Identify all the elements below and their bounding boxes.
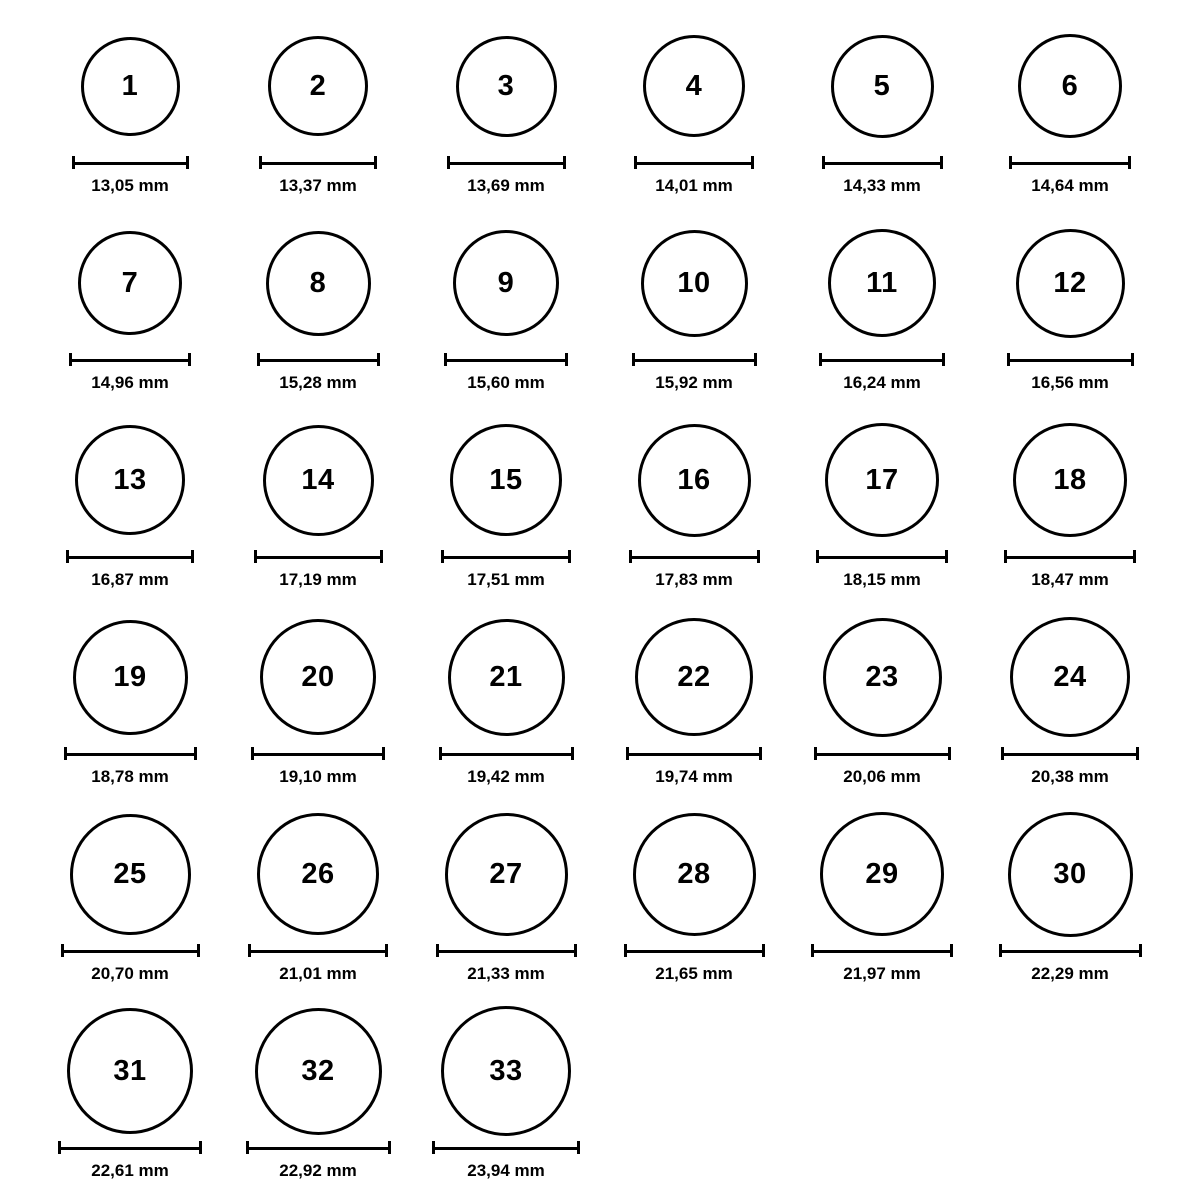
ring-circle-wrap [412,219,600,347]
measure-line [439,753,574,756]
ring-size-item [600,609,788,806]
measure-cap-left [444,353,447,366]
diameter-label: 14,33 mm [843,176,921,195]
measure-cap-right [194,747,197,760]
measure-cap-left [816,550,819,563]
diameter-label: 13,69 mm [467,176,545,195]
diameter-measure-bar [248,944,388,957]
measure-cap-left [629,550,632,563]
ring-size-number: 20 [301,660,335,693]
measure-cap-left [259,156,262,169]
diameter-label: 19,42 mm [467,767,545,786]
diameter-label: 22,92 mm [279,1161,357,1180]
measure-cap-right [385,944,388,957]
ring-size-item [224,412,412,609]
diameter-label: 14,01 mm [655,176,733,195]
diameter-measure-bar [1004,550,1136,563]
ring-circle-wrap [788,613,976,741]
diameter-measure-bar [999,944,1142,957]
measure-cap-right [382,747,385,760]
measure-cap-left [1001,747,1004,760]
diameter-measure-bar [69,353,191,366]
diameter-label: 17,19 mm [279,570,357,589]
diameter-measure-bar [634,156,754,169]
diameter-measure-bar [1009,156,1131,169]
diameter-measure-bar [822,156,943,169]
measure-cap-right [577,1141,580,1154]
measure-line [69,359,191,362]
measure-cap-left [811,944,814,957]
ring-circle-icon [263,425,374,536]
ring-circle-icon [643,35,745,137]
diameter-label: 16,87 mm [91,570,169,589]
ring-circle-icon [456,36,557,137]
diameter-measure-bar [816,550,948,563]
measure-cap-right [374,156,377,169]
ring-circle-wrap [788,22,976,150]
diameter-label: 23,94 mm [467,1161,545,1180]
measure-cap-left [441,550,444,563]
ring-size-item [412,412,600,609]
measure-line [629,556,760,559]
diameter-measure-bar [64,747,197,760]
measure-line [822,162,943,165]
measure-cap-right [1133,550,1136,563]
measure-cap-left [69,353,72,366]
ring-circle-wrap [224,219,412,347]
measure-cap-right [950,944,953,957]
ring-circle-wrap [600,613,788,741]
diameter-label: 21,97 mm [843,964,921,983]
measure-line [248,950,388,953]
diameter-label: 15,92 mm [655,373,733,392]
measure-cap-left [66,550,69,563]
ring-size-item [36,1003,224,1200]
diameter-measure-bar [632,353,757,366]
ring-circle-icon [1016,229,1125,338]
ring-circle-icon [266,231,371,336]
measure-line [626,753,762,756]
ring-size-item [976,215,1164,412]
measure-line [72,162,189,165]
diameter-label: 13,37 mm [279,176,357,195]
ring-circle-wrap [976,416,1164,544]
diameter-measure-bar [254,550,383,563]
ring-circle-wrap [224,810,412,938]
diameter-measure-bar [441,550,571,563]
ring-circle-icon [828,229,936,337]
measure-cap-right [942,353,945,366]
measure-cap-left [1007,353,1010,366]
measure-line [1004,556,1136,559]
ring-size-number: 18 [1053,463,1087,496]
ring-size-number: 14 [301,463,335,496]
diameter-label: 16,56 mm [1031,373,1109,392]
diameter-label: 13,05 mm [91,176,169,195]
measure-cap-left [999,944,1002,957]
ring-size-item [36,806,224,1003]
ring-size-item [36,412,224,609]
measure-cap-right [762,944,765,957]
measure-cap-right [186,156,189,169]
ring-size-number: 31 [113,1054,147,1087]
ring-circle-wrap [976,613,1164,741]
measure-line [819,359,945,362]
ring-circle-icon [820,812,944,936]
diameter-label: 18,47 mm [1031,570,1109,589]
measure-cap-right [948,747,951,760]
diameter-label: 22,61 mm [91,1161,169,1180]
ring-size-number: 11 [866,266,898,299]
ring-size-item [412,609,600,806]
measure-cap-right [1128,156,1131,169]
measure-cap-right [574,944,577,957]
ring-size-number: 7 [121,266,139,299]
ring-size-item [976,18,1164,215]
diameter-label: 22,29 mm [1031,964,1109,983]
diameter-measure-bar [58,1141,202,1154]
measure-cap-right [191,550,194,563]
measure-cap-left [447,156,450,169]
ring-circle-icon [257,813,379,935]
measure-line [251,753,385,756]
ring-size-number: 15 [489,463,523,496]
ring-circle-wrap [412,810,600,938]
measure-cap-left [432,1141,435,1154]
ring-size-number: 22 [677,660,711,693]
measure-cap-right [565,353,568,366]
measure-cap-left [436,944,439,957]
measure-cap-left [1004,550,1007,563]
measure-cap-right [754,353,757,366]
ring-circle-icon [260,619,376,735]
measure-line [61,950,200,953]
measure-cap-left [814,747,817,760]
measure-cap-left [248,944,251,957]
ring-size-number: 2 [309,69,327,102]
diameter-label: 21,33 mm [467,964,545,983]
measure-line [1001,753,1139,756]
ring-circle-wrap [412,416,600,544]
ring-size-item [600,806,788,1003]
ring-circle-wrap [36,416,224,544]
diameter-label: 15,28 mm [279,373,357,392]
diameter-label: 15,60 mm [467,373,545,392]
ring-circle-icon [78,231,182,335]
diameter-label: 19,74 mm [655,767,733,786]
measure-cap-left [64,747,67,760]
diameter-label: 20,06 mm [843,767,921,786]
measure-cap-right [1139,944,1142,957]
measure-cap-right [759,747,762,760]
measure-cap-right [1136,747,1139,760]
ring-size-number: 16 [677,463,711,496]
measure-cap-left [251,747,254,760]
ring-size-item [412,1003,600,1200]
ring-size-number: 21 [489,660,523,693]
ring-size-item [788,609,976,806]
ring-circle-wrap [412,613,600,741]
ring-circle-wrap [36,1007,224,1135]
diameter-label: 17,51 mm [467,570,545,589]
measure-cap-left [1009,156,1012,169]
ring-circle-wrap [224,416,412,544]
ring-size-item [224,18,412,215]
ring-circle-wrap [976,22,1164,150]
ring-circle-icon [441,1006,571,1136]
ring-size-item [976,609,1164,806]
ring-size-item [224,215,412,412]
measure-cap-left [634,156,637,169]
ring-circle-icon [81,37,180,136]
ring-size-number: 26 [301,857,335,890]
diameter-label: 21,01 mm [279,964,357,983]
ring-circle-icon [1013,423,1127,537]
measure-cap-left [72,156,75,169]
ring-size-item [412,215,600,412]
ring-circle-wrap [224,22,412,150]
ring-circle-icon [638,424,751,537]
ring-size-item [412,18,600,215]
ring-circle-wrap [412,22,600,150]
diameter-measure-bar [61,944,200,957]
diameter-label: 19,10 mm [279,767,357,786]
diameter-measure-bar [447,156,566,169]
ring-size-number: 32 [301,1054,335,1087]
ring-size-number: 27 [489,857,523,890]
ring-size-number: 19 [113,660,147,693]
ring-size-item [600,215,788,412]
measure-cap-right [1131,353,1134,366]
diameter-label: 20,38 mm [1031,767,1109,786]
ring-size-number: 8 [309,266,327,299]
ring-circle-wrap [976,219,1164,347]
measure-line [1007,359,1134,362]
ring-size-item [976,412,1164,609]
measure-line [441,556,571,559]
diameter-measure-bar [259,156,377,169]
ring-circle-icon [635,618,753,736]
ring-size-number: 3 [497,69,515,102]
ring-size-number: 28 [677,857,711,890]
measure-cap-right [188,353,191,366]
measure-line [634,162,754,165]
ring-circle-wrap [224,1007,412,1135]
ring-circle-wrap [36,810,224,938]
ring-size-number: 10 [677,266,711,299]
ring-size-item [224,1003,412,1200]
measure-cap-left [624,944,627,957]
diameter-label: 21,65 mm [655,964,733,983]
ring-size-number: 24 [1053,660,1087,693]
diameter-measure-bar [1007,353,1134,366]
measure-cap-left [58,1141,61,1154]
diameter-measure-bar [439,747,574,760]
ring-size-number: 6 [1061,69,1079,102]
measure-cap-right [751,156,754,169]
ring-size-number: 13 [113,463,147,496]
measure-line [1009,162,1131,165]
ring-size-item [788,412,976,609]
diameter-measure-bar [629,550,760,563]
measure-line [632,359,757,362]
measure-cap-left [819,353,822,366]
measure-cap-left [246,1141,249,1154]
measure-line [811,950,953,953]
measure-cap-right [377,353,380,366]
measure-line [58,1147,202,1150]
ring-circle-icon [448,619,565,736]
ring-size-number: 9 [497,266,515,299]
measure-cap-right [945,550,948,563]
diameter-measure-bar [432,1141,580,1154]
measure-cap-left [626,747,629,760]
ring-size-number: 4 [685,69,703,102]
ring-size-item [788,215,976,412]
ring-size-number: 23 [865,660,899,693]
measure-line [444,359,568,362]
ring-circle-wrap [224,613,412,741]
ring-circle-icon [1010,617,1130,737]
ring-circle-icon [445,813,568,936]
measure-line [624,950,765,953]
diameter-measure-bar [72,156,189,169]
ring-circle-icon [67,1008,193,1134]
measure-cap-right [197,944,200,957]
measure-line [246,1147,391,1150]
measure-line [999,950,1142,953]
measure-cap-right [571,747,574,760]
measure-cap-left [822,156,825,169]
ring-size-item [224,609,412,806]
diameter-measure-bar [624,944,765,957]
ring-size-number: 25 [113,857,147,890]
diameter-measure-bar [246,1141,391,1154]
measure-cap-right [388,1141,391,1154]
ring-circle-icon [1008,812,1133,937]
diameter-measure-bar [814,747,951,760]
ring-circle-wrap [788,219,976,347]
ring-circle-icon [73,620,188,735]
ring-circle-icon [75,425,185,535]
ring-circle-wrap [788,416,976,544]
diameter-label: 17,83 mm [655,570,733,589]
ring-circle-icon [255,1008,382,1135]
measure-line [259,162,377,165]
ring-circle-wrap [412,1007,600,1135]
diameter-label: 18,78 mm [91,767,169,786]
diameter-measure-bar [626,747,762,760]
ring-size-item [788,18,976,215]
ring-size-item [788,806,976,1003]
ring-circle-icon [825,423,939,537]
ring-size-item [36,18,224,215]
measure-line [432,1147,580,1150]
measure-cap-left [257,353,260,366]
ring-size-item [412,806,600,1003]
ring-circle-wrap [600,810,788,938]
ring-size-item [600,412,788,609]
diameter-label: 18,15 mm [843,570,921,589]
ring-circle-wrap [788,810,976,938]
ring-circle-icon [268,36,368,136]
diameter-measure-bar [436,944,577,957]
measure-line [257,359,380,362]
diameter-measure-bar [257,353,380,366]
measure-cap-left [439,747,442,760]
ring-circle-wrap [36,22,224,150]
measure-cap-right [757,550,760,563]
ring-size-item [976,806,1164,1003]
measure-cap-right [568,550,571,563]
ring-size-number: 33 [489,1054,523,1087]
measure-cap-right [380,550,383,563]
diameter-measure-bar [819,353,945,366]
measure-line [816,556,948,559]
ring-size-number: 17 [865,463,899,496]
measure-line [64,753,197,756]
ring-size-number: 1 [121,69,139,102]
ring-size-item [36,609,224,806]
ring-circle-icon [633,813,756,936]
diameter-label: 14,96 mm [91,373,169,392]
ring-size-number: 12 [1053,266,1087,299]
ring-circle-icon [453,230,559,336]
ring-size-item [600,18,788,215]
ring-circle-icon [641,230,748,337]
diameter-label: 16,24 mm [843,373,921,392]
ring-circle-wrap [36,613,224,741]
measure-line [814,753,951,756]
measure-line [436,950,577,953]
measure-cap-left [61,944,64,957]
ring-circle-icon [831,35,934,138]
diameter-measure-bar [811,944,953,957]
measure-cap-right [940,156,943,169]
ring-size-number: 30 [1053,857,1087,890]
ring-size-item [36,215,224,412]
ring-circle-wrap [976,810,1164,938]
measure-cap-left [254,550,257,563]
measure-line [66,556,194,559]
ring-size-grid [0,18,1200,1200]
ring-circle-wrap [600,219,788,347]
ring-circle-wrap [36,219,224,347]
measure-line [254,556,383,559]
diameter-measure-bar [444,353,568,366]
measure-line [447,162,566,165]
ring-circle-icon [70,814,191,935]
ring-circle-icon [450,424,562,536]
diameter-measure-bar [66,550,194,563]
ring-size-item [224,806,412,1003]
ring-circle-icon [823,618,942,737]
measure-cap-left [632,353,635,366]
diameter-label: 14,64 mm [1031,176,1109,195]
measure-cap-right [563,156,566,169]
diameter-measure-bar [251,747,385,760]
diameter-measure-bar [1001,747,1139,760]
ring-circle-wrap [600,416,788,544]
ring-circle-wrap [600,22,788,150]
ring-circle-icon [1018,34,1122,138]
diameter-label: 20,70 mm [91,964,169,983]
measure-cap-right [199,1141,202,1154]
ring-size-number: 5 [873,69,891,102]
ring-size-number: 29 [865,857,899,890]
